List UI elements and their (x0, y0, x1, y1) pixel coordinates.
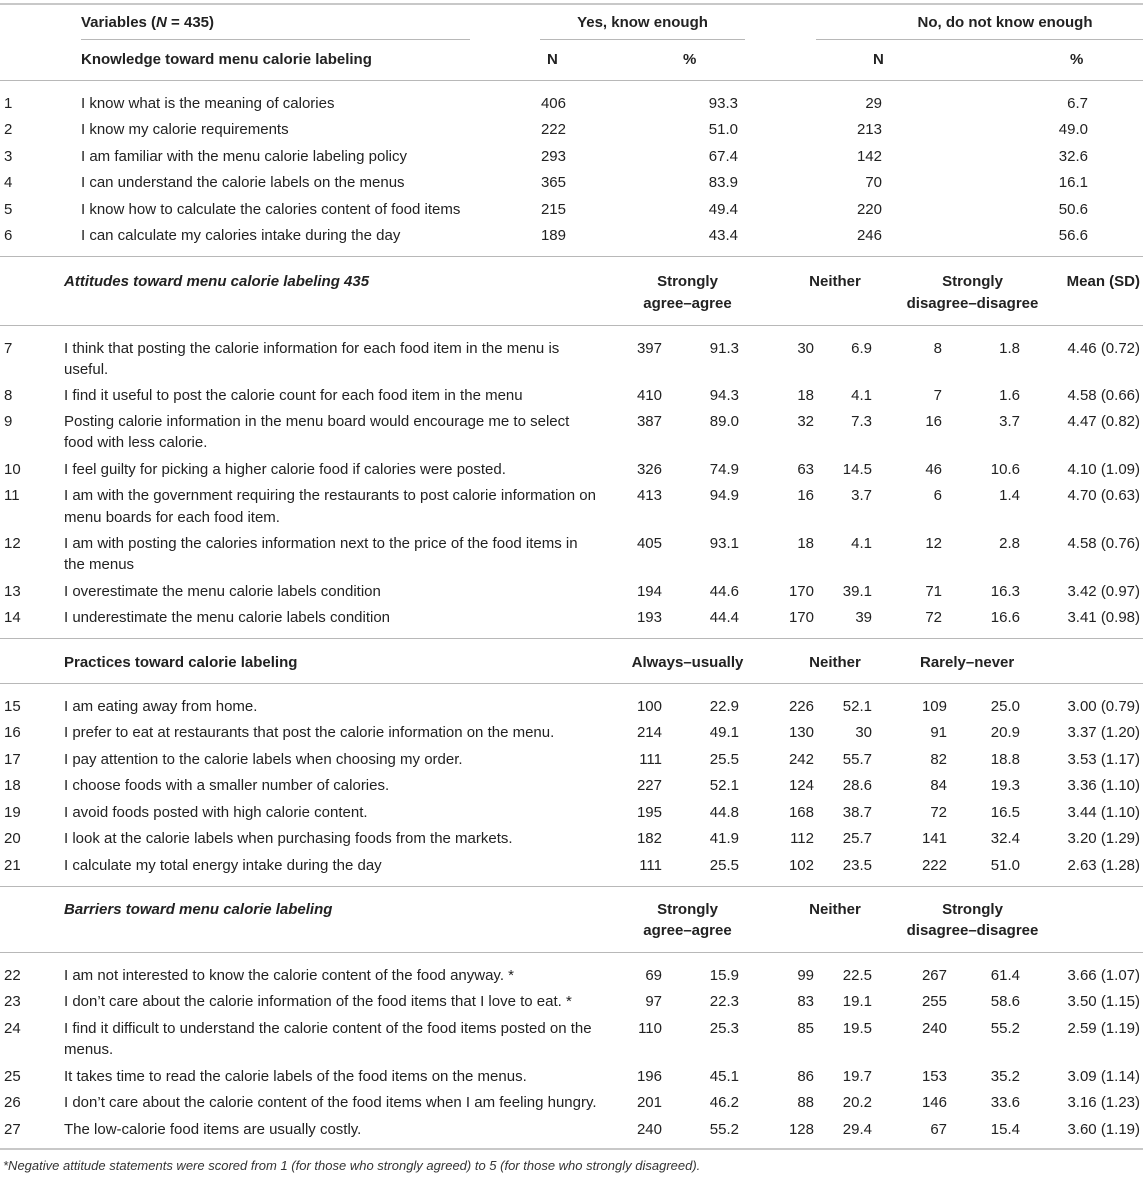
agree-n: 97 (645, 993, 662, 1010)
item-text-line1: The low-calorie food items are usually costly. (64, 1121, 362, 1138)
item-text: I look at the calorie labels when purchasing foods from the markets. (64, 830, 513, 847)
rarely-pct: 51.0 (990, 857, 1020, 874)
disagree-header-line2: disagree–disagree (906, 922, 1039, 939)
section-rule (0, 325, 1143, 326)
section-rule (0, 256, 1143, 257)
neither-n: 168 (788, 804, 814, 821)
neither-pct: 3.7 (851, 487, 872, 504)
row-number: 27 (4, 1121, 21, 1138)
disagree-header-line1: Strongly (942, 901, 1003, 918)
row-number: 20 (4, 830, 21, 847)
neither-pct: 39 (855, 609, 872, 626)
rarely-n: 222 (921, 857, 947, 874)
agree-pct: 45.1 (709, 1068, 739, 1085)
item-text: I can calculate my calories intake during the day (81, 227, 401, 244)
item-text-line2: food with less calorie. (64, 434, 208, 451)
yes-pct: 83.9 (708, 174, 738, 191)
yes-pct: 43.4 (708, 227, 738, 244)
mean-sd: 3.37 (1.20) (1067, 724, 1140, 741)
neither-pct: 7.3 (851, 413, 872, 430)
yes-pct: 93.3 (708, 95, 738, 112)
always-pct: 25.5 (709, 751, 739, 768)
item-text: I know what is the meaning of calories (81, 95, 335, 112)
no-n: 220 (856, 201, 882, 218)
agree-pct: 89.0 (709, 413, 739, 430)
agree-pct: 94.9 (709, 487, 739, 504)
neither-pct: 19.5 (842, 1020, 872, 1037)
disagree-pct: 16.6 (990, 609, 1020, 626)
header-underline (540, 39, 745, 40)
mean-sd: 3.42 (0.97) (1067, 583, 1140, 600)
rarely-n: 91 (930, 724, 947, 741)
item-text-line1: I think that posting the calorie information for each food item in the menu is (64, 340, 560, 357)
no-n: 246 (856, 227, 882, 244)
neither-n: 112 (790, 830, 814, 847)
neither-n: 88 (797, 1094, 814, 1111)
item-text: I prefer to eat at restaurants that post the calorie information on the menu. (64, 724, 555, 741)
item-text-line1: I don’t care about the calorie information of the food items that I love to eat. * (64, 993, 572, 1010)
always-usually-header: Always–usually (631, 654, 744, 671)
item-text-line1: I overestimate the menu calorie labels condition (64, 583, 381, 600)
agree-pct: 93.1 (709, 535, 739, 552)
agree-n: 413 (636, 487, 662, 504)
mean-sd: 3.41 (0.98) (1067, 609, 1140, 626)
rarely-n: 82 (930, 751, 947, 768)
disagree-pct: 35.2 (990, 1068, 1020, 1085)
yes-pct-header: % (683, 51, 697, 68)
mean-sd: 3.36 (1.10) (1067, 777, 1140, 794)
disagree-n: 16 (925, 413, 942, 430)
row-number: 17 (4, 751, 21, 768)
agree-n: 410 (636, 387, 662, 404)
always-n: 111 (639, 751, 662, 768)
disagree-n: 255 (921, 993, 947, 1010)
disagree-pct: 16.3 (990, 583, 1020, 600)
neither-pct: 23.5 (842, 857, 872, 874)
mean-sd: 2.59 (1.19) (1067, 1020, 1140, 1037)
agree-n: 110 (638, 1020, 662, 1037)
neither-pct: 30 (855, 724, 872, 741)
agree-header-line2: agree–agree (643, 922, 732, 939)
neither-pct: 29.4 (842, 1121, 872, 1138)
disagree-header-line2: disagree–disagree (906, 295, 1039, 312)
yes-n: 189 (540, 227, 566, 244)
always-pct: 52.1 (709, 777, 739, 794)
disagree-pct: 1.6 (999, 387, 1020, 404)
neither-pct: 55.7 (842, 751, 872, 768)
disagree-pct: 10.6 (990, 461, 1020, 478)
agree-n: 405 (636, 535, 662, 552)
mean-sd: 4.10 (1.09) (1067, 461, 1140, 478)
knowledge-section-title: Knowledge toward menu calorie labeling (81, 51, 372, 68)
yes-pct: 67.4 (708, 148, 738, 165)
section-rule (0, 638, 1143, 639)
neither-pct: 22.5 (842, 967, 872, 984)
item-text-line2: menus. (64, 1041, 114, 1058)
neither-n: 83 (797, 993, 814, 1010)
rarely-never-header: Rarely–never (920, 654, 1015, 671)
item-text-line1: I feel guilty for picking a higher calorie food if calories were posted. (64, 461, 506, 478)
row-number: 3 (4, 148, 13, 165)
row-number: 16 (4, 724, 21, 741)
mean-sd: 3.60 (1.19) (1067, 1121, 1140, 1138)
disagree-n: 153 (921, 1068, 947, 1085)
agree-header-line1: Strongly (657, 901, 718, 918)
row-number: 24 (4, 1020, 21, 1037)
agree-pct: 55.2 (709, 1121, 739, 1138)
always-n: 195 (636, 804, 662, 821)
mean-sd: 4.47 (0.82) (1067, 413, 1140, 430)
item-text-line2: the menus (64, 556, 135, 573)
agree-n: 397 (636, 340, 662, 357)
neither-n: 32 (797, 413, 814, 430)
neither-n: 170 (788, 609, 814, 626)
neither-pct: 19.1 (842, 993, 872, 1010)
disagree-pct: 1.8 (999, 340, 1020, 357)
neither-n: 102 (788, 857, 814, 874)
row-number: 21 (4, 857, 21, 874)
agree-n: 194 (636, 583, 662, 600)
disagree-n: 240 (921, 1020, 947, 1037)
always-pct: 22.9 (709, 698, 739, 715)
agree-pct: 15.9 (709, 967, 739, 984)
mean-sd-header: Mean (SD) (1066, 273, 1140, 290)
disagree-pct: 3.7 (999, 413, 1020, 430)
item-text: I am familiar with the menu calorie labeling policy (81, 148, 407, 165)
row-number: 23 (4, 993, 21, 1010)
neither-pct: 38.7 (842, 804, 872, 821)
row-number: 18 (4, 777, 21, 794)
always-n: 182 (636, 830, 662, 847)
neither-pct: 6.9 (851, 340, 872, 357)
mean-sd: 4.58 (0.76) (1067, 535, 1140, 552)
section-rule (0, 683, 1143, 684)
section-rule (0, 886, 1143, 887)
section-rule (0, 80, 1143, 81)
neither-pct: 14.5 (842, 461, 872, 478)
disagree-n: 6 (933, 487, 942, 504)
rarely-pct: 16.5 (990, 804, 1020, 821)
disagree-pct: 1.4 (999, 487, 1020, 504)
neither-n: 18 (797, 387, 814, 404)
row-number: 4 (4, 174, 13, 191)
row-number: 9 (4, 413, 13, 430)
neither-pct: 25.7 (842, 830, 872, 847)
always-n: 111 (639, 857, 662, 874)
agree-pct: 46.2 (709, 1094, 739, 1111)
yes-n: 406 (540, 95, 566, 112)
item-text-line1: I don’t care about the calorie content of the food items when I am feeling hungry. (64, 1094, 597, 1111)
variables-header: Variables (N = 435) (81, 14, 215, 31)
no-n: 213 (856, 121, 882, 138)
rarely-n: 109 (921, 698, 947, 715)
yes-pct: 49.4 (708, 201, 738, 218)
no-pct: 56.6 (1058, 227, 1088, 244)
header-underline (816, 39, 1143, 40)
section-rule (0, 952, 1143, 953)
no-n: 70 (865, 174, 882, 191)
mean-sd: 4.46 (0.72) (1067, 340, 1140, 357)
barriers-section-title: Barriers toward menu calorie labeling (64, 901, 333, 918)
rarely-pct: 32.4 (990, 830, 1020, 847)
row-number: 15 (4, 698, 21, 715)
item-text-line1: I am with the government requiring the restaurants to post calorie information on (64, 487, 596, 504)
neither-n: 63 (797, 461, 814, 478)
always-pct: 49.1 (709, 724, 739, 741)
agree-n: 201 (636, 1094, 662, 1111)
disagree-n: 267 (921, 967, 947, 984)
yes-n: 293 (540, 148, 566, 165)
neither-n: 226 (788, 698, 814, 715)
always-pct: 44.8 (709, 804, 739, 821)
agree-pct: 74.9 (709, 461, 739, 478)
item-text-line1: It takes time to read the calorie labels of the food items on the menus. (64, 1068, 527, 1085)
row-number: 19 (4, 804, 21, 821)
agree-n: 193 (636, 609, 662, 626)
item-text-line1: I find it useful to post the calorie count for each food item in the menu (64, 387, 523, 404)
neither-n: 16 (797, 487, 814, 504)
disagree-n: 71 (925, 583, 942, 600)
top-rule (0, 3, 1143, 5)
row-number: 22 (4, 967, 21, 984)
mean-sd: 4.70 (0.63) (1067, 487, 1140, 504)
agree-pct: 25.3 (709, 1020, 739, 1037)
disagree-header-line1: Strongly (942, 273, 1003, 290)
item-text: I pay attention to the calorie labels when choosing my order. (64, 751, 463, 768)
mean-sd: 2.63 (1.28) (1067, 857, 1140, 874)
agree-n: 387 (636, 413, 662, 430)
no-know-enough-header: No, do not know enough (917, 14, 1093, 31)
neither-n: 86 (797, 1068, 814, 1085)
disagree-pct: 55.2 (990, 1020, 1020, 1037)
no-n-header: N (873, 51, 884, 68)
rarely-pct: 18.8 (990, 751, 1020, 768)
disagree-n: 12 (925, 535, 942, 552)
footnote: *Negative attitude statements were scored from 1 (for those who strongly agreed) to 5 (for those who strongly disagreed). (3, 1158, 701, 1173)
always-pct: 25.5 (709, 857, 739, 874)
practices-section-title: Practices toward calorie labeling (64, 654, 298, 671)
disagree-pct: 15.4 (990, 1121, 1020, 1138)
row-number: 2 (4, 121, 13, 138)
disagree-n: 146 (921, 1094, 947, 1111)
row-number: 12 (4, 535, 21, 552)
row-number: 11 (4, 487, 20, 504)
neither-n: 128 (788, 1121, 814, 1138)
neither-n: 124 (788, 777, 814, 794)
item-text: I choose foods with a smaller number of calories. (64, 777, 390, 794)
item-text: I know my calorie requirements (81, 121, 289, 138)
item-text: I can understand the calorie labels on the menus (81, 174, 405, 191)
agree-pct: 94.3 (709, 387, 739, 404)
neither-n: 170 (788, 583, 814, 600)
disagree-n: 46 (925, 461, 942, 478)
mean-sd: 3.00 (0.79) (1067, 698, 1140, 715)
neither-pct: 19.7 (842, 1068, 872, 1085)
row-number: 1 (4, 95, 13, 112)
mean-sd: 3.53 (1.17) (1067, 751, 1140, 768)
no-pct: 6.7 (1067, 95, 1088, 112)
agree-n: 196 (636, 1068, 662, 1085)
neither-pct: 28.6 (842, 777, 872, 794)
rarely-pct: 19.3 (990, 777, 1020, 794)
item-text-line1: I am not interested to know the calorie content of the food anyway. * (64, 967, 514, 984)
rarely-pct: 20.9 (990, 724, 1020, 741)
yes-n-header: N (547, 51, 558, 68)
item-text-line1: Posting calorie information in the menu board would encourage me to select (64, 413, 570, 430)
item-text-line1: I underestimate the menu calorie labels condition (64, 609, 391, 626)
neither-n: 85 (797, 1020, 814, 1037)
bottom-rule (0, 1148, 1143, 1150)
no-pct: 32.6 (1058, 148, 1088, 165)
disagree-n: 8 (933, 340, 942, 357)
disagree-pct: 2.8 (999, 535, 1020, 552)
neither-n: 130 (788, 724, 814, 741)
mean-sd: 3.66 (1.07) (1067, 967, 1140, 984)
neither-n: 99 (797, 967, 814, 984)
yes-n: 222 (540, 121, 566, 138)
yes-pct: 51.0 (708, 121, 738, 138)
no-pct: 49.0 (1058, 121, 1088, 138)
agree-pct: 91.3 (709, 340, 739, 357)
rarely-n: 84 (930, 777, 947, 794)
agree-header-line1: Strongly (657, 273, 718, 290)
row-number: 6 (4, 227, 13, 244)
row-number: 14 (4, 609, 21, 626)
mean-sd: 3.50 (1.15) (1067, 993, 1140, 1010)
item-text-line1: I find it difficult to understand the calorie content of the food items posted on the (64, 1020, 592, 1037)
row-number: 8 (4, 387, 13, 404)
neither-n: 18 (797, 535, 814, 552)
item-text: I avoid foods posted with high calorie content. (64, 804, 368, 821)
neither-pct: 39.1 (842, 583, 872, 600)
no-pct: 50.6 (1058, 201, 1088, 218)
neither-pct: 4.1 (851, 535, 872, 552)
item-text: I know how to calculate the calories content of food items (81, 201, 461, 218)
item-text: I am eating away from home. (64, 698, 258, 715)
agree-n: 69 (645, 967, 662, 984)
header-underline (81, 39, 470, 40)
agree-header-line2: agree–agree (643, 295, 732, 312)
row-number: 26 (4, 1094, 21, 1111)
mean-sd: 3.20 (1.29) (1067, 830, 1140, 847)
row-number: 13 (4, 583, 21, 600)
mean-sd: 3.44 (1.10) (1067, 804, 1140, 821)
mean-sd: 3.16 (1.23) (1067, 1094, 1140, 1111)
disagree-pct: 58.6 (990, 993, 1020, 1010)
agree-pct: 44.6 (709, 583, 739, 600)
disagree-n: 72 (925, 609, 942, 626)
yes-n: 215 (540, 201, 566, 218)
disagree-pct: 61.4 (990, 967, 1020, 984)
agree-pct: 44.4 (709, 609, 739, 626)
disagree-pct: 33.6 (990, 1094, 1020, 1111)
item-text: I calculate my total energy intake during the day (64, 857, 382, 874)
mean-sd: 3.09 (1.14) (1067, 1068, 1140, 1085)
row-number: 10 (4, 461, 21, 478)
disagree-n: 67 (930, 1121, 947, 1138)
row-number: 25 (4, 1068, 21, 1085)
yes-know-enough-header: Yes, know enough (577, 14, 708, 31)
no-pct: 16.1 (1058, 174, 1088, 191)
item-text-line2: useful. (64, 361, 109, 378)
yes-n: 365 (540, 174, 566, 191)
rarely-n: 141 (921, 830, 947, 847)
no-pct-header: % (1070, 51, 1084, 68)
agree-pct: 22.3 (709, 993, 739, 1010)
no-n: 29 (865, 95, 882, 112)
no-n: 142 (856, 148, 882, 165)
item-text-line2: menu boards for each food item. (64, 509, 280, 526)
neither-n: 30 (797, 340, 814, 357)
always-n: 227 (636, 777, 662, 794)
neither-header: Neither (809, 273, 861, 290)
row-number: 7 (4, 340, 13, 357)
agree-n: 240 (636, 1121, 662, 1138)
disagree-n: 7 (933, 387, 942, 404)
mean-sd: 4.58 (0.66) (1067, 387, 1140, 404)
row-number: 5 (4, 201, 13, 218)
agree-n: 326 (636, 461, 662, 478)
neither-header: Neither (809, 901, 861, 918)
neither-n: 242 (788, 751, 814, 768)
neither-pct: 20.2 (842, 1094, 872, 1111)
always-pct: 41.9 (709, 830, 739, 847)
item-text-line1: I am with posting the calories information next to the price of the food items in (64, 535, 578, 552)
neither-pct: 52.1 (842, 698, 872, 715)
rarely-pct: 25.0 (990, 698, 1020, 715)
attitudes-section-title: Attitudes toward menu calorie labeling 435 (64, 273, 370, 290)
always-n: 100 (636, 698, 662, 715)
neither-pct: 4.1 (851, 387, 872, 404)
always-n: 214 (636, 724, 662, 741)
neither-header: Neither (809, 654, 861, 671)
rarely-n: 72 (930, 804, 947, 821)
